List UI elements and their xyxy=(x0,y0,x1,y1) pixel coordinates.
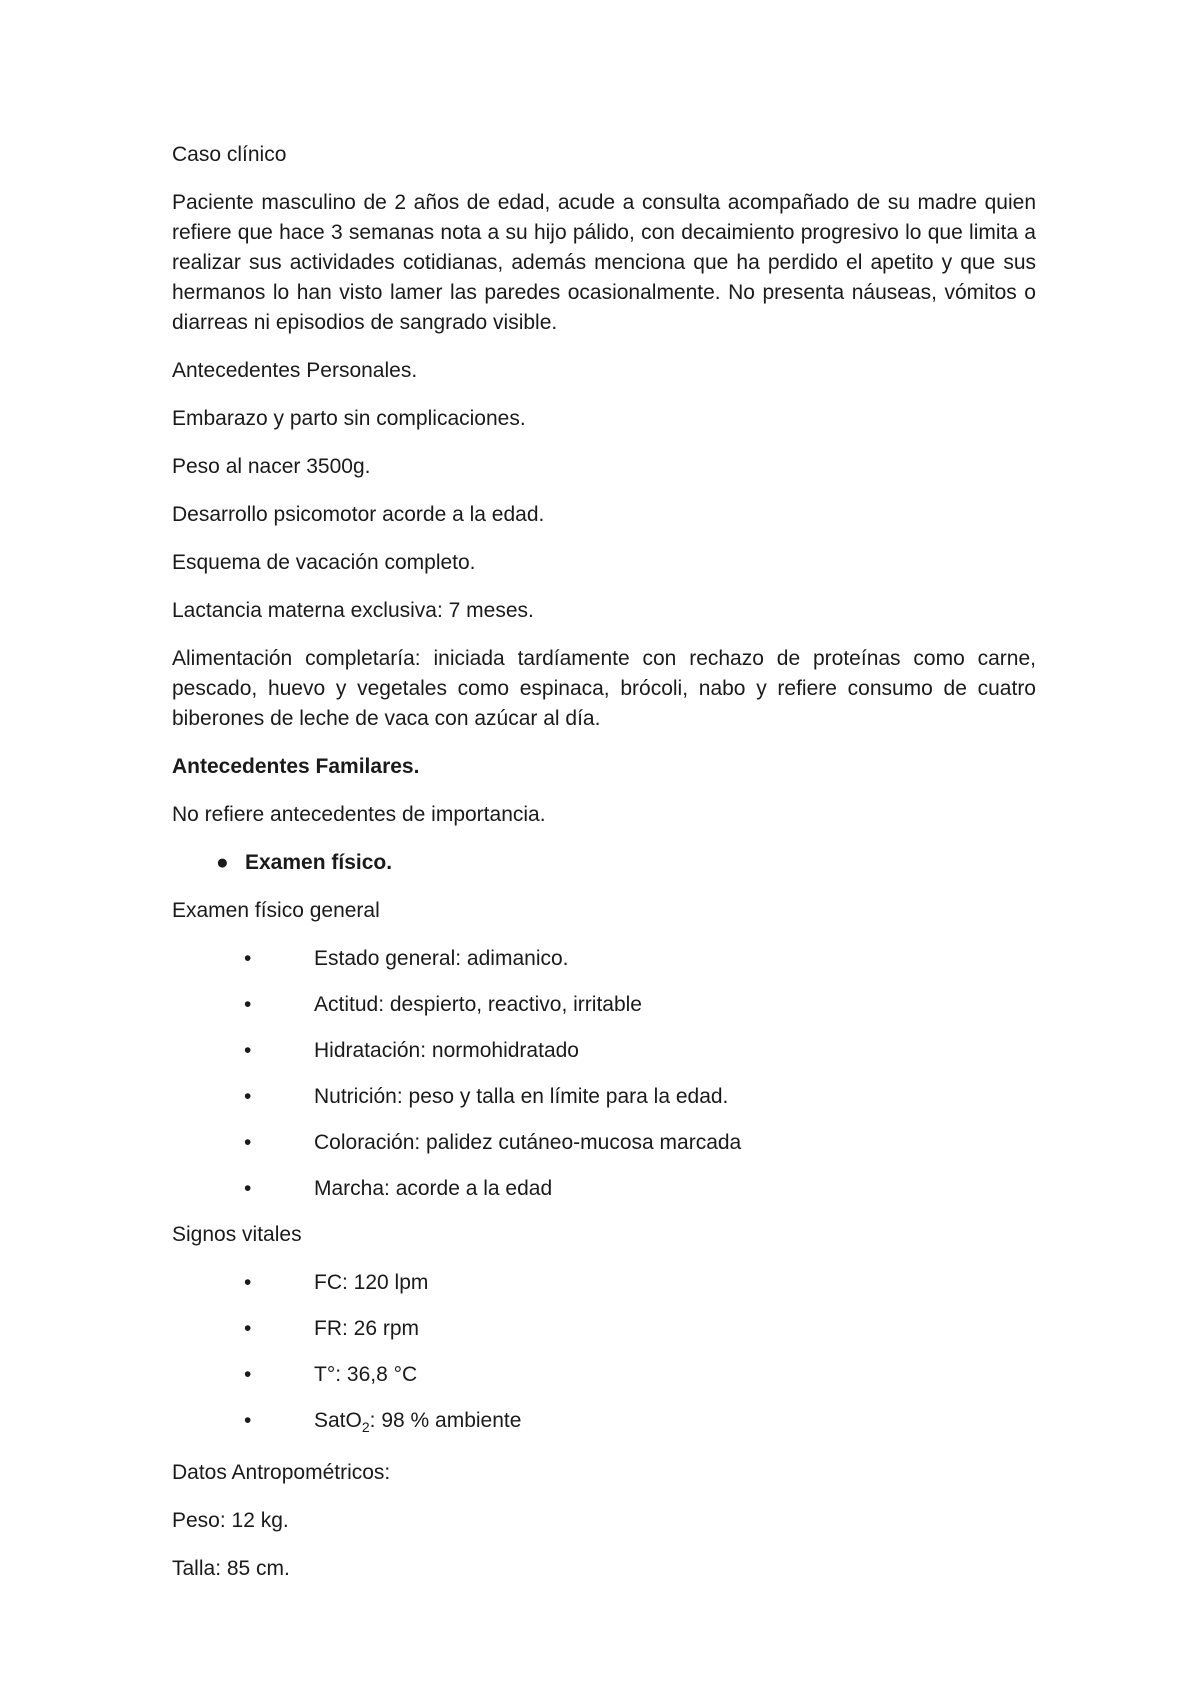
document-page xyxy=(172,140,1036,1602)
sat-suffix: : 98 % ambiente xyxy=(369,1409,522,1432)
list-item-text: Coloración: palidez cutáneo-mucosa marcada xyxy=(314,1131,742,1154)
list-item xyxy=(172,944,1036,974)
list-item xyxy=(172,990,1036,1020)
document-title: Caso clínico xyxy=(172,143,287,166)
respiratory-rate: FR: 26 rpm xyxy=(314,1317,420,1340)
temperature: T°: 36,8 °C xyxy=(314,1363,418,1386)
bullet-icon: • xyxy=(244,1039,252,1062)
sat-subscript: 2 xyxy=(361,1419,370,1436)
bullet-icon: • xyxy=(244,1363,252,1386)
heart-rate: FC: 120 lpm xyxy=(314,1271,429,1294)
list-item xyxy=(172,1036,1036,1066)
list-item xyxy=(172,1128,1036,1158)
height-value: Talla: 85 cm. xyxy=(172,1557,290,1581)
family-history-text: No refiere antecedentes de importancia. xyxy=(172,803,546,826)
list-item-text: Estado general: adimanico. xyxy=(314,947,569,970)
case-intro-paragraph: Paciente masculino de 2 años de edad, acude a consulta acompañado de su madre quien refiere que hace 3 semanas nota a su hijo pálido, con decaimiento progresivo lo que limita a realizar sus actividades cotidianas, además menciona que ha perdido el apetito y que sus hermanos lo han visto lamer las paredes ocasionalmente. No presenta náuseas, vómitos o diarreas ni episodios de sangrado visible. xyxy=(172,191,1036,334)
personal-history-item: Embarazo y parto sin complicaciones. xyxy=(172,407,526,430)
bullet-icon: • xyxy=(244,993,252,1016)
physical-exam-heading xyxy=(172,848,1036,878)
personal-history-heading: Antecedentes Personales. xyxy=(172,359,418,382)
bullet-icon: ● xyxy=(216,851,229,874)
physical-exam-heading-label: Examen físico. xyxy=(245,851,393,874)
vital-signs-list xyxy=(172,1268,1036,1442)
personal-history-item: Peso al nacer 3500g. xyxy=(172,455,371,478)
bullet-icon: • xyxy=(244,1177,252,1200)
bullet-icon: • xyxy=(244,1317,252,1340)
anthropometric-heading: Datos Antropométricos: xyxy=(172,1461,391,1485)
list-item-text: Nutrición: peso y talla en límite para la edad. xyxy=(314,1085,729,1108)
general-exam-list xyxy=(172,944,1036,1204)
list-item xyxy=(172,1360,1036,1390)
general-exam-heading: Examen físico general xyxy=(172,899,380,922)
bullet-icon: • xyxy=(244,1085,252,1108)
list-item xyxy=(172,1174,1036,1204)
personal-history-item: Lactancia materna exclusiva: 7 meses. xyxy=(172,599,534,622)
personal-history-item: Esquema de vacación completo. xyxy=(172,551,476,574)
list-item xyxy=(172,1406,1036,1442)
bullet-icon: • xyxy=(244,1409,252,1432)
list-item xyxy=(172,1314,1036,1344)
list-item xyxy=(172,1082,1036,1112)
list-item xyxy=(172,1268,1036,1298)
oxygen-saturation xyxy=(314,1409,522,1436)
list-item-text: Hidratación: normohidratado xyxy=(314,1039,579,1062)
bullet-icon: • xyxy=(244,947,252,970)
list-item-text: Actitud: despierto, reactivo, irritable xyxy=(314,993,642,1016)
list-item-text: Marcha: acorde a la edad xyxy=(314,1177,553,1200)
bullet-icon: • xyxy=(244,1131,252,1154)
family-history-heading: Antecedentes Familares. xyxy=(172,755,420,778)
weight-value: Peso: 12 kg. xyxy=(172,1509,289,1533)
feeding-paragraph: Alimentación completaría: iniciada tardíamente con rechazo de proteínas como carne, pescado, huevo y vegetales como espinaca, brócoli, nabo y refiere consumo de cuatro biberones de leche de vaca con azúcar al día. xyxy=(172,647,1036,730)
bullet-icon: • xyxy=(244,1271,252,1294)
sat-prefix: SatO xyxy=(314,1409,362,1432)
vital-signs-heading: Signos vitales xyxy=(172,1223,302,1246)
personal-history-item: Desarrollo psicomotor acorde a la edad. xyxy=(172,503,545,526)
